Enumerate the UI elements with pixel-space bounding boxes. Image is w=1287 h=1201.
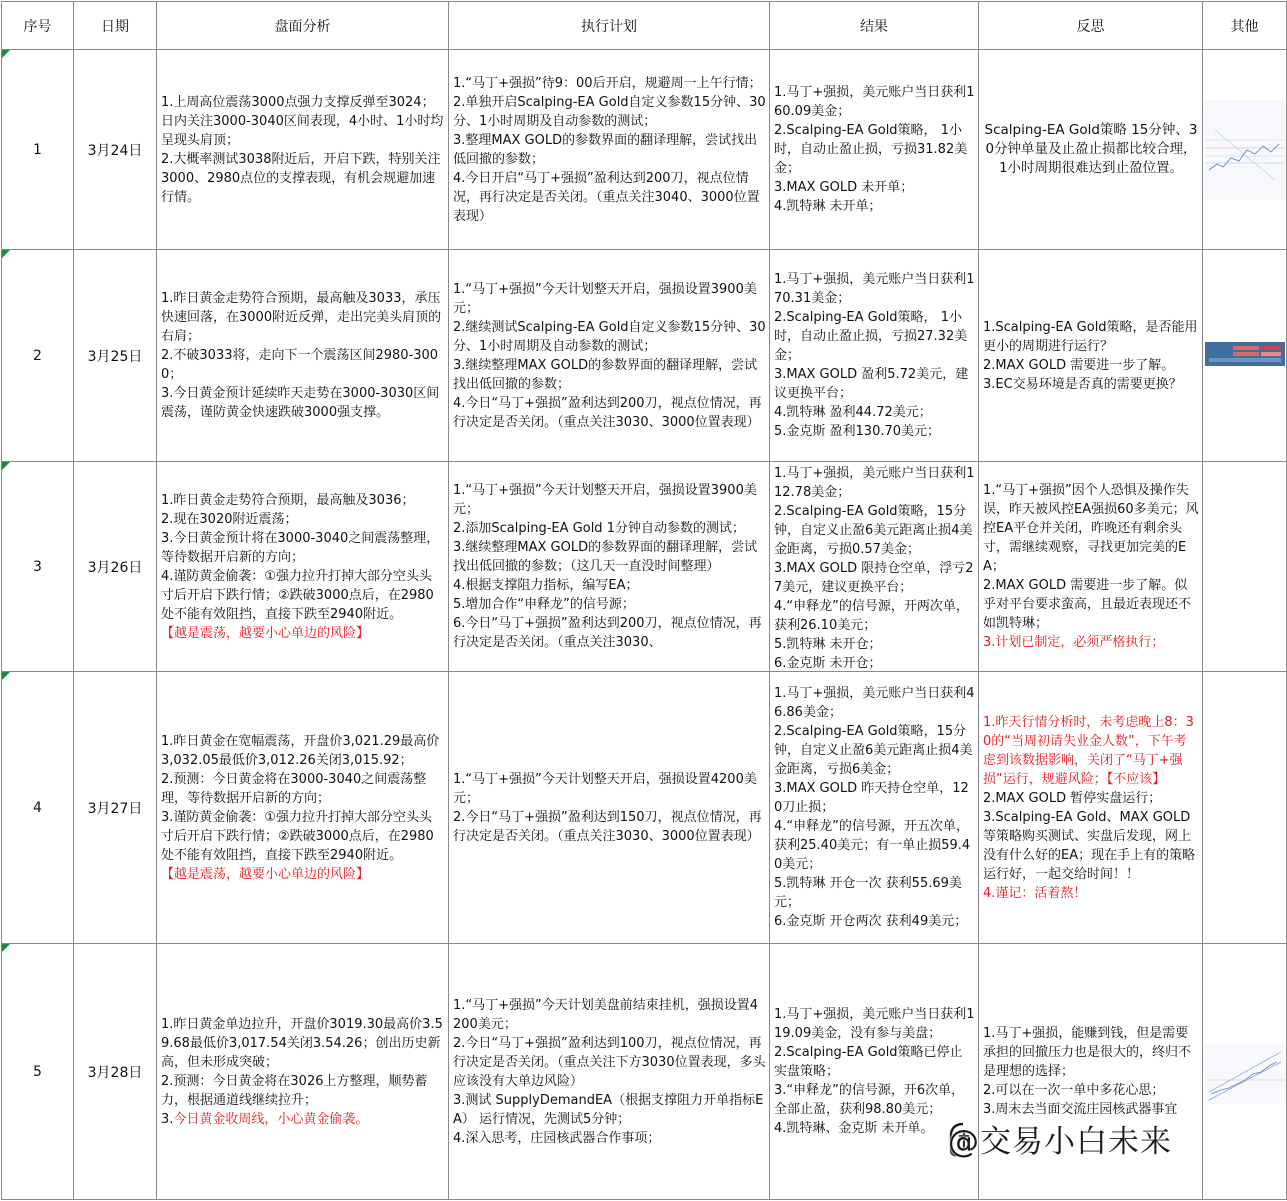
- analysis-line: 【越是震荡，越要小心单边的风险】: [161, 866, 370, 882]
- plan-line: 1.“马丁+强损”今天计划美盘前结束挂机，强损设置4200美元；: [453, 997, 759, 1032]
- highlight-text: 今日黄金收周线，小心黄金偷袭。: [173, 1111, 369, 1127]
- comment-marker-icon: [2, 250, 10, 258]
- result-line: 1.马丁+强损，美元账户当日获利160.09美金；: [774, 85, 975, 119]
- cell-reflection: [979, 250, 1203, 462]
- analysis-line: 2.预测：今日黄金将在3026上方整理，顺势蓄力，根据通道线继续拉升；: [161, 1073, 428, 1108]
- result-line: 2.Scalping-EA Gold策略，15分钟，自定义止盈6美元距离止损4美金距离，亏损0.57美金；: [774, 503, 973, 557]
- cell-other: [1203, 462, 1287, 672]
- plan-line: 4.深入思考，庄园核武器合作事项；: [453, 1130, 661, 1146]
- cell-plan: [449, 944, 770, 1200]
- analysis-line: 2.不破3033将，走向下一个震荡区间2980-3000；: [161, 348, 439, 382]
- result-line: 3.MAX GOLD 限持仓空单，浮亏27美元，建议更换平台；: [774, 560, 974, 595]
- result-line: 3.MAX GOLD 未开单；: [774, 180, 914, 195]
- row-date: 3月26日: [74, 462, 157, 672]
- cell-plan: [449, 250, 770, 462]
- cell-plan: [449, 462, 770, 672]
- row-date: 3月28日: [74, 944, 157, 1200]
- plan-line: 4.今日“马丁+强损”盈利达到200刀，视点位情况，再行决定是否关闭。（重点关注3030、3000位置表现）: [453, 395, 762, 430]
- result-line: 2.Scalping-EA Gold策略，15分钟，自定义止盈6美元距离止损4美金距离，亏损6美金；: [774, 724, 973, 777]
- reflection-line: 3.EC交易环境是否真的需要更换？: [983, 376, 1182, 392]
- plan-line: 1.“马丁+强损”今天计划整天开启，强损设置4200美元；: [453, 771, 757, 806]
- analysis-line: 3.今日黄金预计将在3000-3040之间震荡整理，等待数据开启新的方向；: [161, 530, 440, 565]
- header-other: 其他: [1203, 2, 1287, 50]
- plan-line: 4.根据支撑阻力指标，编写EA；: [453, 578, 639, 593]
- result-line: 3.MAX GOLD 盈利5.72美元，建议更换平台；: [774, 367, 969, 401]
- cell-reflection: [979, 672, 1203, 944]
- row-index: 2: [2, 250, 74, 462]
- cell-result: [770, 672, 979, 944]
- result-line: 1.马丁+强损，美元账户当日获利170.31美金；: [774, 272, 975, 306]
- cell-plan: [449, 672, 770, 944]
- cell-analysis: [157, 672, 449, 944]
- analysis-line: 2.预测：今日黄金将在3000-3040之间震荡整理，等待数据开启新的方向；: [161, 771, 427, 806]
- cell-reflection: [979, 462, 1203, 672]
- header-index: 序号: [2, 2, 74, 50]
- line-number: 3.: [161, 1111, 174, 1127]
- comment-marker-icon: [2, 50, 10, 58]
- cell-reflection: [979, 50, 1203, 250]
- reflection-line: 3.周末去当面交流庄园核武器事宜: [983, 1102, 1178, 1117]
- cell-plan: [449, 50, 770, 250]
- table-row: [2, 50, 1287, 250]
- result-line: 4.凯特琳、金克斯 未开单。: [774, 1121, 934, 1136]
- plan-line: 4.今日开启“马丁+强损”盈利达到200刀，视点位情况，再行决定是否关闭。（重点关注3040、3000位置表现）: [453, 170, 760, 224]
- cell-result: [770, 462, 979, 672]
- cell-other: [1203, 672, 1287, 944]
- cell-analysis: [157, 462, 449, 672]
- analysis-line: 1.昨日黄金在宽幅震荡，开盘价3,021.29最高价3,032.05最低价3,012.26关闭3,015.92；: [161, 733, 440, 768]
- comment-marker-icon: [2, 462, 10, 470]
- result-line: 4.凯特琳 未开单；: [774, 199, 882, 214]
- plan-line: 3.整理MAX GOLD的参数界面的翻译理解，尝试找出低回撤的参数；: [453, 132, 758, 167]
- plan-line: 2.添加Scalping-EA Gold 1分钟自动参数的测试；: [453, 521, 745, 536]
- cell-analysis: [157, 250, 449, 462]
- result-line: 3.“申释龙”的信号源，开6次单，全部止盈，获利98.80美元；: [774, 1083, 965, 1117]
- plan-line: 1.“马丁+强损”待9：00后开启，规避周一上午行情；: [453, 75, 762, 91]
- result-line: 4.“申释龙”的信号源，开两次单，获利26.10美元；: [774, 598, 969, 633]
- plan-line: 6.今日“马丁+强损”盈利达到200刀，视点位情况，再行决定是否关闭。（重点关注3030、: [453, 616, 762, 650]
- reflection-line: 1.“马丁+强损”因个人恐惧及操作失误，昨天被风控EA强损60多美元；风控EA平仓并关闭，昨晚还有剩余头寸，需继续观察，寻找更加完美的EA；: [983, 483, 1199, 574]
- result-line: 4.“申释龙”的信号源，开五次单，获利25.40美元；有一单止损59.40美元；: [774, 819, 971, 872]
- result-line: 6.金克斯 开仓两次 获利49美元；: [774, 914, 968, 929]
- reflection-line: 2.MAX GOLD 需要进一步了解。似乎对平台要求蛮高，且最近表现还不如凯特琳；: [983, 578, 1192, 631]
- row-index: 5: [2, 944, 74, 1200]
- row-index: 1: [2, 50, 74, 250]
- row-index: 3: [2, 462, 74, 672]
- header-plan: 执行计划: [449, 2, 770, 50]
- header-date: 日期: [74, 2, 157, 50]
- plan-line: 2.继续测试Scalping-EA Gold自定义参数15分钟、30分、1小时周期及自动参数的测试；: [453, 319, 766, 354]
- reflection-line: 3.Scalping-EA Gold、MAX GOLD等策略购买测试、实盘后发现，网上没有什么好的EA；现在手上有的策略运行好，一起交给时间！！: [983, 809, 1196, 882]
- reflection-line: 2.MAX GOLD 需要进一步了解。: [983, 357, 1175, 373]
- cell-reflection: [979, 944, 1203, 1200]
- reflection-line: 3.计划已制定，必须严格执行；: [983, 635, 1165, 650]
- reflection-line: 1.Scalping-EA Gold策略，是否能用更小的周期进行运行？: [983, 319, 1198, 354]
- cell-other: [1203, 50, 1287, 250]
- result-line: 1.马丁+强损，美元账户当日获利112.78美金；: [774, 465, 975, 500]
- analysis-line: 1.昨日黄金走势符合预期，最高触及3033，承压快速回落，在3000附近反弹，走出完美头肩顶的右肩；: [161, 291, 442, 344]
- result-line: 5.金克斯 盈利130.70美元；: [774, 424, 941, 439]
- result-line: 5.凯特琳 未开仓；: [774, 636, 882, 652]
- result-line: 3.MAX GOLD 昨天持仓空单，120刀止损；: [774, 781, 969, 815]
- analysis-line: 【越是震荡，越要小心单边的风险】: [161, 625, 370, 641]
- reflection-line: 4.谨记：活着熬！: [983, 885, 1087, 901]
- reflection-line: 2.可以在一次一单中多花心思；: [983, 1083, 1165, 1098]
- result-line: 2.Scalping-EA Gold策略， 1小时，自动止盈止损，亏损27.32美金；: [774, 310, 968, 363]
- table-row: [2, 944, 1287, 1200]
- comment-marker-icon: [2, 672, 10, 680]
- plan-line: 3.继续整理MAX GOLD的参数界面的翻译理解，尝试找出低回撤的参数；（这几天一直没时间整理）: [453, 540, 758, 574]
- analysis-line: 1.昨日黄金走势符合预期，最高触及3036；: [161, 492, 415, 508]
- analysis-line: 3.今日黄金预计延续昨天走势在3000-3030区间震荡，谨防黄金快速跌破3000强支撑。: [161, 386, 440, 420]
- header-reflection: 反思: [979, 2, 1203, 50]
- analysis-line: 4.谨防黄金偷袭：①强力拉升打掉大部分空头头寸后开启下跌行情；②跌破3000点后，在2980处不能有效阻挡，直接下跌至2940附近。: [161, 568, 434, 622]
- table-row: [2, 250, 1287, 462]
- row-index: 4: [2, 672, 74, 944]
- cell-analysis: [157, 50, 449, 250]
- comment-marker-icon: [2, 944, 10, 952]
- plan-line: 1.“马丁+强损”今天计划整天开启，强损设置3900美元；: [453, 281, 757, 316]
- plan-line: 2.今日“马丁+强损”盈利达到100刀，视点位情况，再行决定是否关闭。（重点关注下方3030位置表现，多头应该没有大单边风险）: [453, 1035, 766, 1089]
- result-line: 2.Scalping-EA Gold策略已停止实盘策略；: [774, 1045, 963, 1079]
- row-date: 3月24日: [74, 50, 157, 250]
- plan-line: 1.“马丁+强损”今天计划整天开启，强损设置3900美元；: [453, 483, 757, 517]
- result-line: 5.凯特琳 开仓一次 获利55.69美元；: [774, 876, 962, 910]
- result-line: 6.金克斯 未开仓；: [774, 655, 882, 670]
- table-row: [2, 672, 1287, 944]
- header-row: [2, 2, 1287, 50]
- cell-result: [770, 944, 979, 1200]
- reflection-line: Scalping-EA Gold策略 15分钟、30分钟单量及止盈止损都比较合理，1小时周期很难达到止盈位置。: [984, 122, 1198, 176]
- analysis-line: 3.谨防黄金偷袭：①强力拉升打掉大部分空头头寸后开启下跌行情；②跌破3000点后，在2980处不能有效阻挡，直接下跌至2940附近。: [161, 809, 434, 863]
- cell-other: [1203, 944, 1287, 1200]
- reflection-line: 1.马丁+强损，能赚到钱，但是需要承担的回撤压力也是很大的，终归不是理想的选择；: [983, 1026, 1192, 1079]
- plan-line: 3.测试 SupplyDemandEA（根据支撑阻力开单指标EA） 运行情况，先测试5分钟；: [453, 1092, 764, 1127]
- plan-line: 2.单独开启Scalping-EA Gold自定义参数15分钟、30分、1小时周期及自动参数的测试；: [453, 94, 766, 129]
- result-line: 2.Scalping-EA Gold策略， 1小时，自动止盈止损，亏损31.82美金；: [774, 123, 968, 176]
- watermark-text: @交易小白未来: [948, 1124, 1172, 1160]
- reflection-line: 1.昨天行情分析时，未考虑晚上8：30的“当周初请失业金人数”，下午考虑到该数据影响，关闭了“马丁+强损”运行，规避风险；【不应该】: [983, 714, 1194, 787]
- plan-line: 2.今日“马丁+强损”盈利达到150刀，视点位情况，再行决定是否关闭。（重点关注3030、3000位置表现）: [453, 809, 762, 844]
- table-row: [2, 462, 1287, 672]
- cell-result: [770, 250, 979, 462]
- reflection-line: 2.MAX GOLD 暂停实盘运行；: [983, 790, 1162, 806]
- cell-other: [1203, 250, 1287, 462]
- result-line: 4.凯特琳 盈利44.72美元；: [774, 405, 932, 420]
- plan-line: 3.继续整理MAX GOLD的参数界面的翻译理解，尝试找出低回撤的参数；: [453, 357, 758, 392]
- header-result: 结果: [770, 2, 979, 50]
- analysis-line: 2.大概率测试3038附近后，开启下跌，特别关注3000、2980点位的支撑表现，有机会规避加速行情。: [161, 151, 441, 205]
- plan-line: 5.增加合作“申释龙”的信号源；: [453, 597, 635, 612]
- analysis-line: 2.现在3020附近震荡；: [161, 511, 298, 527]
- result-line: 1.马丁+强损，美元账户当日获利46.86美金；: [774, 686, 975, 720]
- row-date: 3月25日: [74, 250, 157, 462]
- analysis-line: 1.昨日黄金单边拉升，开盘价3019.30最高价3.59.68最低价3,017.54关闭3.54.26；创出历史新高，但未形成突破；: [161, 1016, 443, 1070]
- row-date: 3月27日: [74, 672, 157, 944]
- analysis-line: [161, 1110, 445, 1129]
- trading-journal-table: [1, 1, 1287, 1200]
- cell-analysis: [157, 944, 449, 1200]
- header-analysis: 盘面分析: [157, 2, 449, 50]
- result-line: 1.马丁+强损，美元账户当日获利119.09美金，没有参与美盘；: [774, 1007, 975, 1041]
- analysis-line: 1.上周高位震荡3000点强力支撑反弹至3024；日内关注3000-3040区间表现，4小时、1小时均呈现头肩顶；: [161, 94, 444, 148]
- cell-result: [770, 50, 979, 250]
